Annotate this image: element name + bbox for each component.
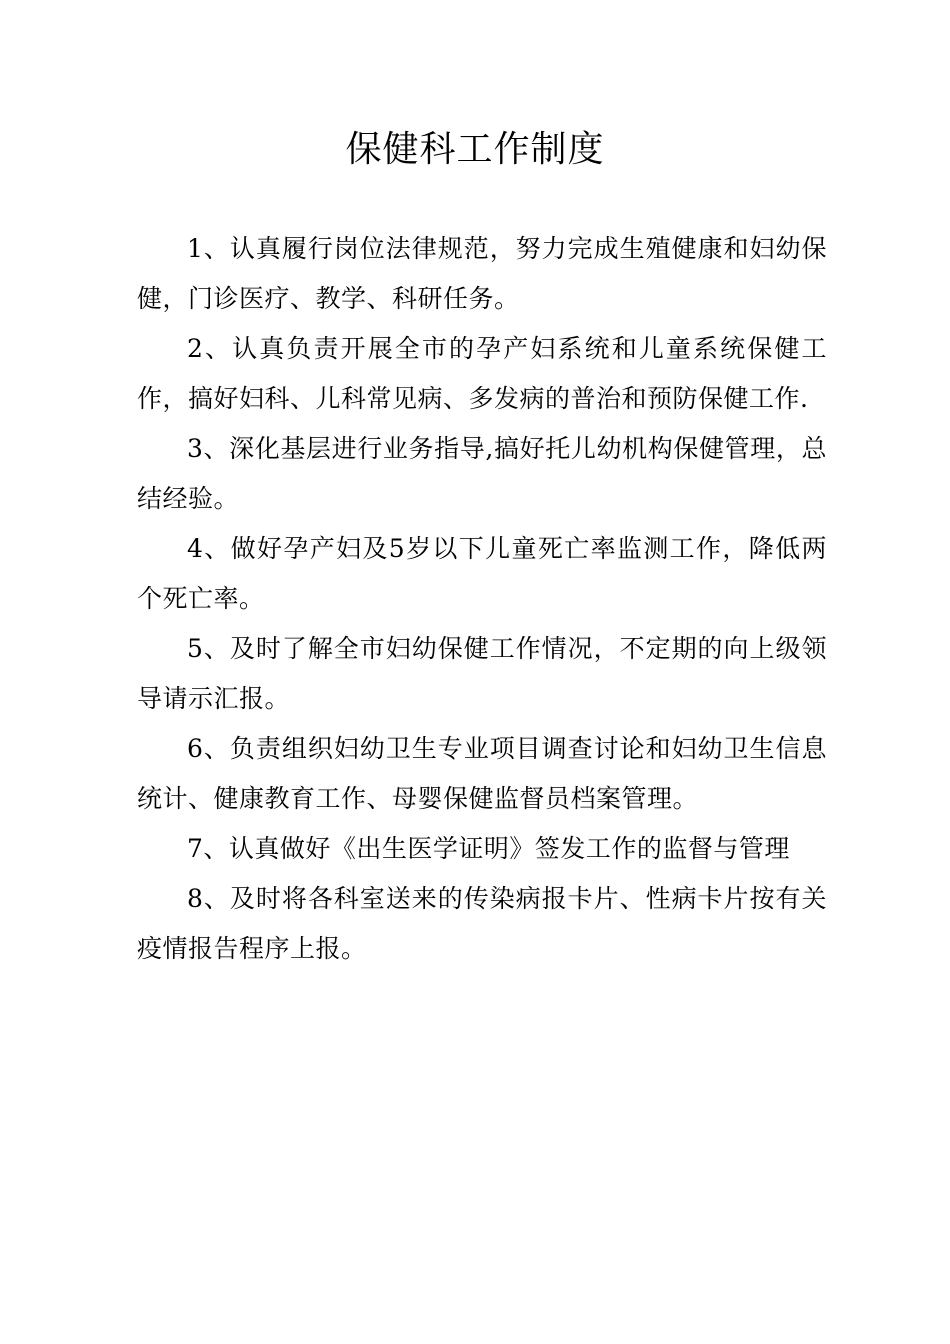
regulation-item-2: 2、认真负责开展全市的孕产妇系统和儿童系统保健工作，搞好妇科、儿科常见病、多发病的普治和预防保健工作. bbox=[137, 334, 827, 413]
regulation-item-1: 1、认真履行岗位法律规范，努力完成生殖健康和妇幼保健，门诊医疗、教学、科研任务。 bbox=[137, 234, 827, 313]
regulation-item-6: 6、负责组织妇幼卫生专业项目调查讨论和妇幼卫生信息统计、健康教育工作、母婴保健监督员档案管理。 bbox=[137, 734, 827, 813]
regulation-item-7: 7、认真做好《出生医学证明》签发工作的监督与管理 bbox=[187, 834, 790, 863]
document-title: 保健科工作制度 bbox=[345, 129, 605, 170]
regulation-item-5: 5、及时了解全市妇幼保健工作情况，不定期的向上级领导请示汇报。 bbox=[137, 634, 827, 713]
regulation-item-4: 4、做好孕产妇及5岁以下儿童死亡率监测工作，降低两个死亡率。 bbox=[137, 534, 827, 613]
regulation-item-3: 3、深化基层进行业务指导,搞好托儿幼机构保健管理，总结经验。 bbox=[137, 434, 827, 513]
regulation-item-8: 8、及时将各科室送来的传染病报卡片、性病卡片按有关疫情报告程序上报。 bbox=[137, 884, 827, 963]
regulation-list bbox=[137, 224, 827, 974]
